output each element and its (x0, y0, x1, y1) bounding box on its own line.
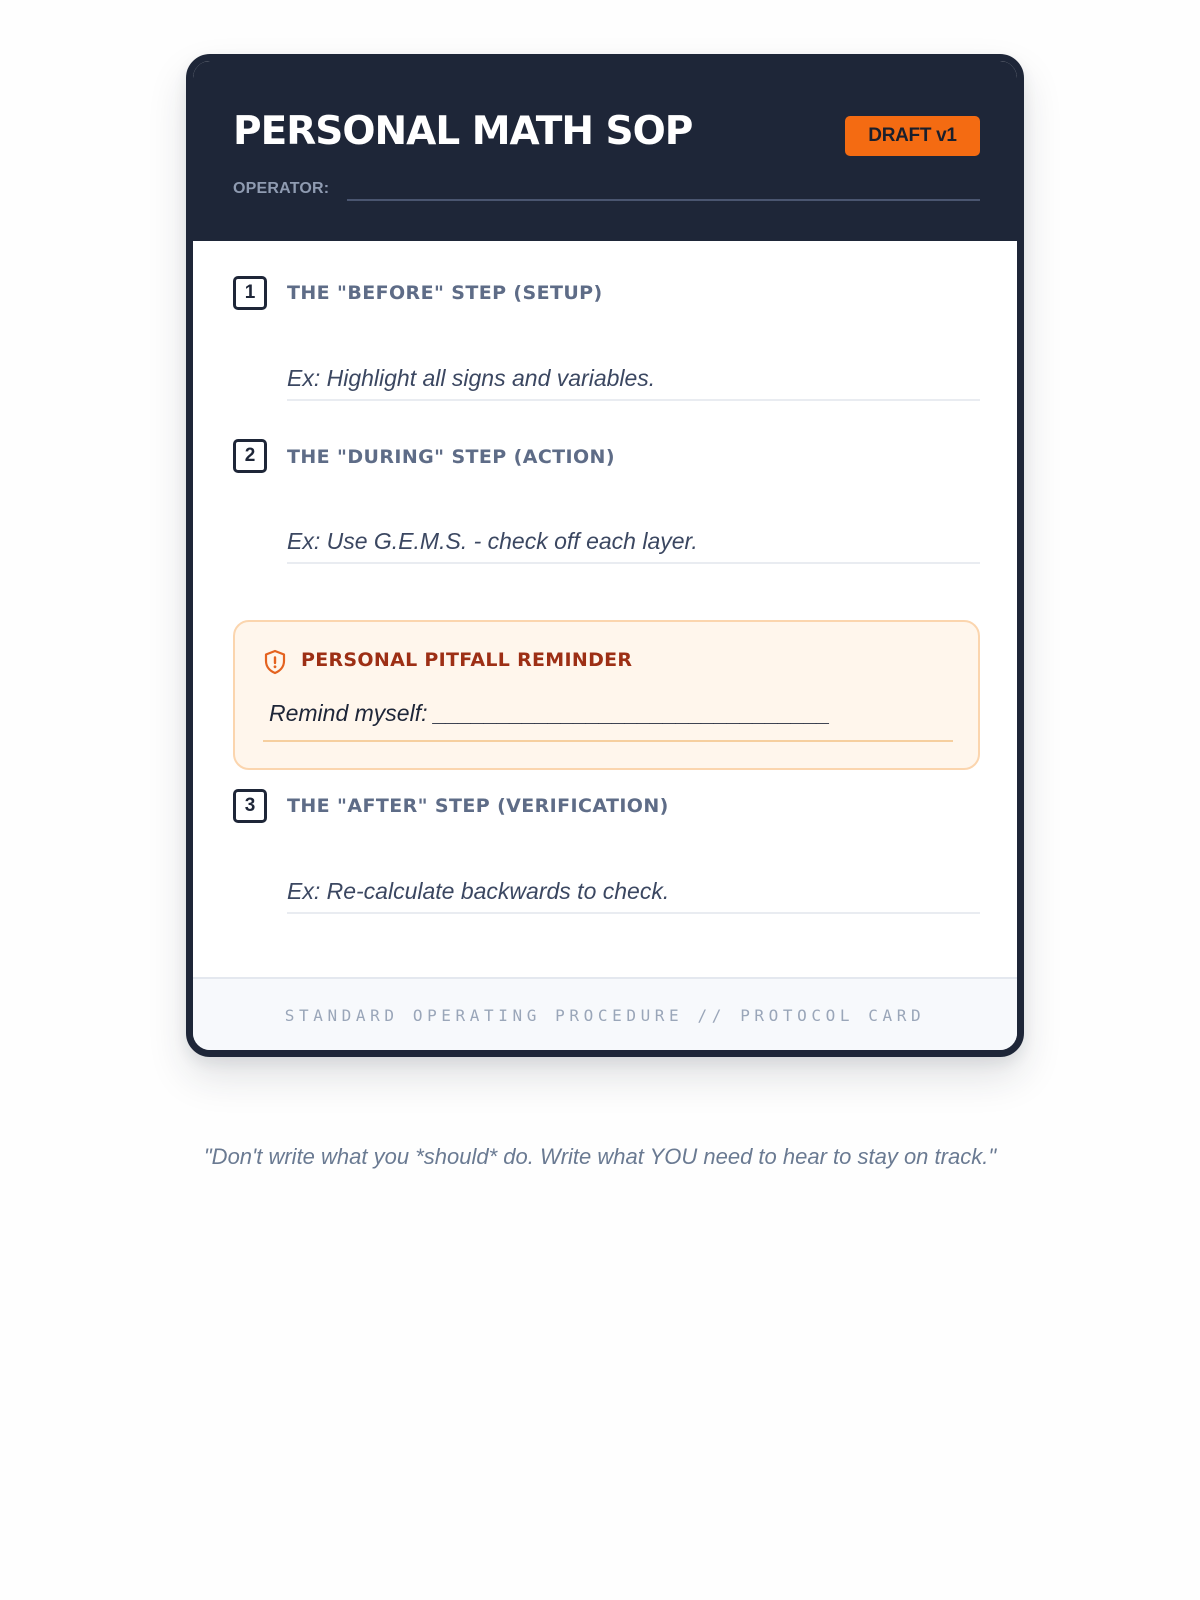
footer-caption: STANDARD OPERATING PROCEDURE // PROTOCOL CARD (284, 1006, 926, 1025)
step-number-badge: 2 (233, 439, 267, 473)
card-title: PERSONAL MATH SOP (233, 109, 693, 154)
draft-badge: DRAFT v1 (845, 116, 980, 156)
shield-alert-icon (263, 649, 287, 675)
step-example-field-before[interactable]: Ex: Highlight all signs and variables. (287, 365, 980, 401)
pitfall-reminder-box (233, 620, 980, 770)
step-title-after: THE "AFTER" STEP (VERIFICATION) (287, 795, 669, 817)
step-title-before: THE "BEFORE" STEP (SETUP) (287, 282, 603, 304)
pitfall-input[interactable]: Remind myself: _______________________________ (269, 700, 831, 726)
operator-field[interactable] (347, 199, 980, 201)
step-number-badge: 3 (233, 789, 267, 823)
step-example-field-during[interactable]: Ex: Use G.E.M.S. - check off each layer. (287, 528, 980, 564)
step-number-badge: 1 (233, 276, 267, 310)
operator-label: OPERATOR: (233, 180, 330, 197)
pitfall-underline (263, 740, 953, 742)
card-header (193, 61, 1017, 241)
motivational-quote: "Don't write what you *should* do. Write what YOU need to hear to stay on track." (203, 1144, 997, 1169)
card-footer (193, 977, 1017, 1050)
step-title-during: THE "DURING" STEP (ACTION) (287, 446, 615, 468)
step-example-field-after[interactable]: Ex: Re-calculate backwards to check. (287, 878, 980, 914)
pitfall-title: PERSONAL PITFALL REMINDER (301, 649, 633, 671)
sop-card (186, 54, 1024, 1057)
